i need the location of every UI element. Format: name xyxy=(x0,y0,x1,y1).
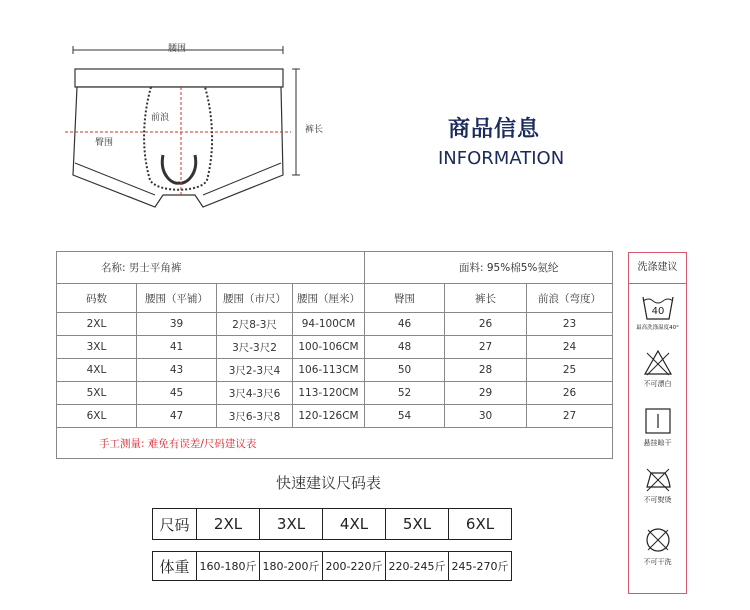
size-info-table xyxy=(56,251,613,459)
table-cell: 25 xyxy=(527,359,613,382)
wash-40-icon xyxy=(641,293,675,321)
table-cell: 23 xyxy=(527,313,613,336)
table-cell: 3XL xyxy=(57,336,137,359)
table-row xyxy=(57,382,613,405)
table-row xyxy=(57,336,613,359)
size-cell: 4XL xyxy=(323,509,386,540)
table-row xyxy=(153,552,512,581)
no-iron-icon xyxy=(643,465,673,493)
table-row xyxy=(57,359,613,382)
table-cell: 106-113CM xyxy=(293,359,365,382)
table-cell: 46 xyxy=(365,313,445,336)
table-cell: 47 xyxy=(137,405,217,428)
quick-size-title: 快速建议尺码表 xyxy=(276,474,382,492)
measurement-note: 手工测量: 难免有误差/尺码建议表 xyxy=(57,428,613,459)
care-item-hang-dry xyxy=(629,406,686,448)
waist-label: 腰围 xyxy=(168,44,187,54)
table-cell: 48 xyxy=(365,336,445,359)
care-item-no-dry-clean xyxy=(629,525,686,567)
table-cell: 26 xyxy=(527,382,613,405)
table-cell: 3尺2-3尺4 xyxy=(217,359,293,382)
weight-row-label: 体重 xyxy=(153,552,197,581)
size-cell: 5XL xyxy=(386,509,449,540)
table-cell: 50 xyxy=(365,359,445,382)
table-cell: 100-106CM xyxy=(293,336,365,359)
quick-size-row-table xyxy=(152,508,512,540)
table-cell: 3尺-3尺2 xyxy=(217,336,293,359)
table-cell: 6XL xyxy=(57,405,137,428)
table-cell: 43 xyxy=(137,359,217,382)
hip-label: 臀围 xyxy=(95,138,114,148)
measurement-note-row xyxy=(57,428,613,459)
care-label: 最高洗涤温度40° xyxy=(636,325,679,331)
wash-temp-text: 40 xyxy=(651,306,664,317)
size-cell: 2XL xyxy=(197,509,260,540)
header-cell: 前浪（弯度） xyxy=(527,284,613,313)
weight-cell: 160-180斤 xyxy=(197,552,260,581)
header-cell: 臀围 xyxy=(365,284,445,313)
front-rise-label: 前浪 xyxy=(151,113,170,123)
heading-title-cn: 商品信息 xyxy=(448,117,541,142)
table-row xyxy=(57,313,613,336)
care-item-no-bleach xyxy=(629,349,686,389)
care-item-no-iron xyxy=(629,465,686,505)
table-cell: 54 xyxy=(365,405,445,428)
care-instructions-panel xyxy=(628,252,687,594)
table-cell: 28 xyxy=(445,359,527,382)
table-cell: 5XL xyxy=(57,382,137,405)
header-cell: 腰围（市尺） xyxy=(217,284,293,313)
table-cell: 45 xyxy=(137,382,217,405)
weight-cell: 180-200斤 xyxy=(260,552,323,581)
care-item-wash xyxy=(629,293,686,331)
table-cell: 39 xyxy=(137,313,217,336)
table-cell: 26 xyxy=(445,313,527,336)
no-bleach-icon xyxy=(643,349,673,377)
product-fabric: 面料: 95%棉5%氨纶 xyxy=(365,252,613,284)
care-label: 不可熨烫 xyxy=(643,496,672,504)
care-label: 不可干洗 xyxy=(643,558,672,566)
care-label: 悬挂晾干 xyxy=(643,439,672,447)
header-cell: 腰围（厘米） xyxy=(293,284,365,313)
size-cell: 3XL xyxy=(260,509,323,540)
product-name: 名称: 男士平角裤 xyxy=(57,252,365,284)
table-cell: 2XL xyxy=(57,313,137,336)
table-cell: 30 xyxy=(445,405,527,428)
table-cell: 4XL xyxy=(57,359,137,382)
header-cell: 腰围（平铺） xyxy=(137,284,217,313)
table-cell: 27 xyxy=(527,405,613,428)
table-cell: 3尺4-3尺6 xyxy=(217,382,293,405)
hang-dry-icon xyxy=(643,406,673,436)
header-cell: 裤长 xyxy=(445,284,527,313)
table-cell: 94-100CM xyxy=(293,313,365,336)
table-row xyxy=(57,405,613,428)
table-cell: 41 xyxy=(137,336,217,359)
measurement-diagram xyxy=(55,35,355,240)
size-row-label: 尺码 xyxy=(153,509,197,540)
header-cell: 码数 xyxy=(57,284,137,313)
table-cell: 2尺8-3尺 xyxy=(217,313,293,336)
no-dry-clean-icon xyxy=(643,525,673,555)
product-meta-row xyxy=(57,252,613,284)
weight-cell: 200-220斤 xyxy=(323,552,386,581)
table-cell: 113-120CM xyxy=(293,382,365,405)
table-cell: 27 xyxy=(445,336,527,359)
table-row xyxy=(153,509,512,540)
table-cell: 24 xyxy=(527,336,613,359)
table-cell: 29 xyxy=(445,382,527,405)
quick-weight-row-table xyxy=(152,551,512,581)
size-cell: 6XL xyxy=(449,509,512,540)
care-label: 不可漂白 xyxy=(643,380,672,388)
length-label: 裤长 xyxy=(305,125,324,135)
table-cell: 3尺6-3尺8 xyxy=(217,405,293,428)
heading-title-en: INFORMATION xyxy=(438,148,565,169)
weight-cell: 220-245斤 xyxy=(386,552,449,581)
table-header-row xyxy=(57,284,613,313)
weight-cell: 245-270斤 xyxy=(449,552,512,581)
care-title: 洗涤建议 xyxy=(629,253,686,284)
table-cell: 120-126CM xyxy=(293,405,365,428)
table-cell: 52 xyxy=(365,382,445,405)
